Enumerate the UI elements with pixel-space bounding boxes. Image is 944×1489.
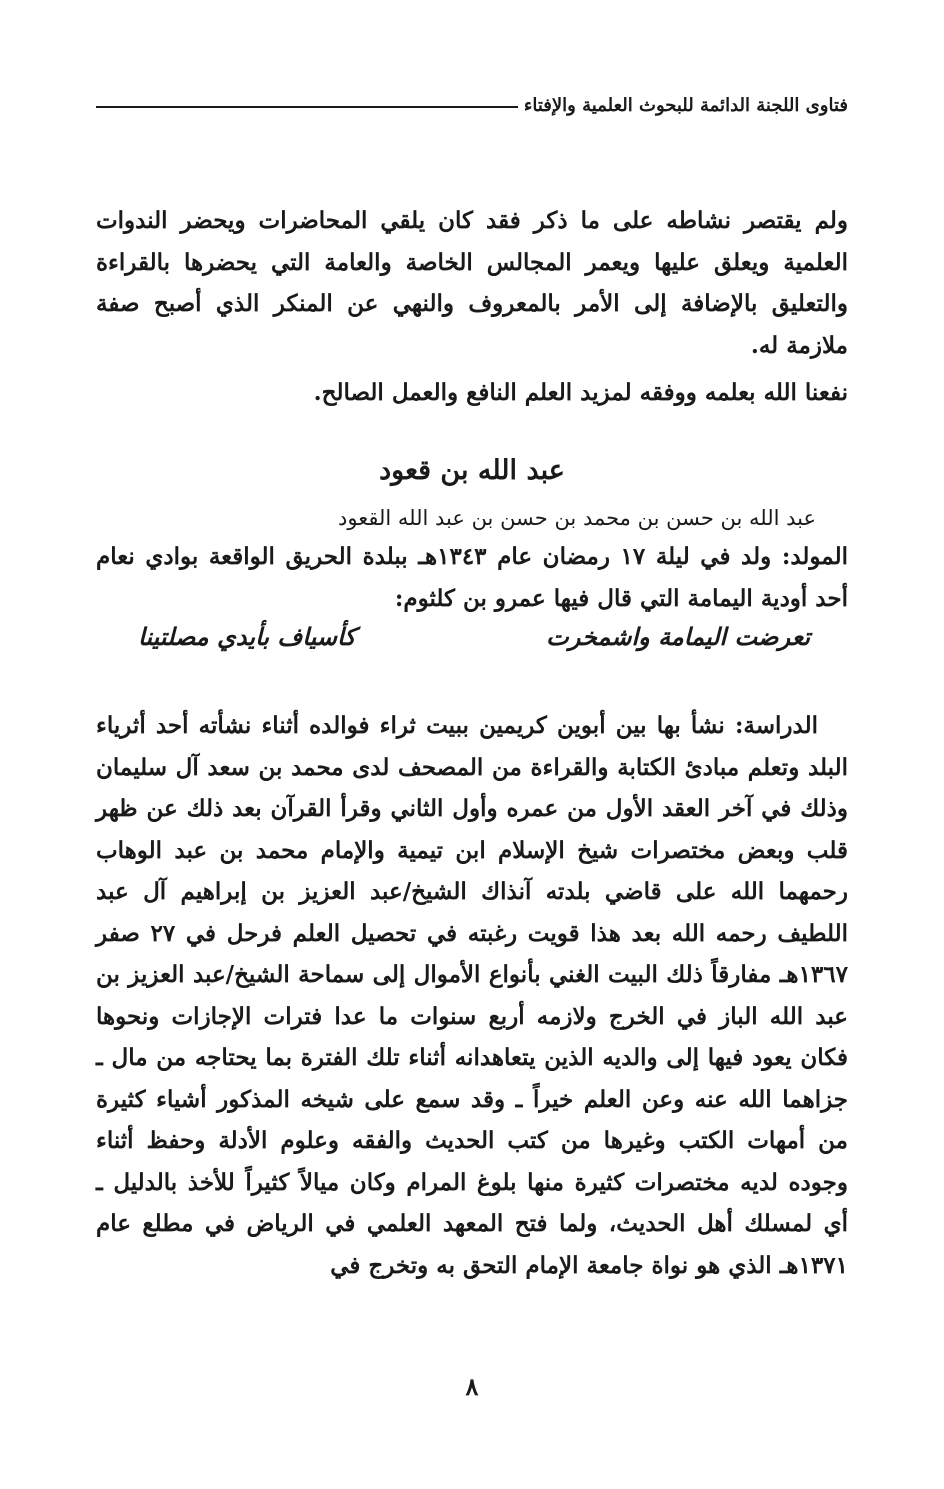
header-rule [96,106,518,108]
paragraph-activity: ولم يقتصر نشاطه على ما ذكر فقد كان يلقي المحاضرات ويحضر الندوات العلمية ويعلق عليها ويعمر المجالس الخاصة والعامة التي يحضرها بالقراءة والتعليق بالإضافة إلى الأمر بالمعروف والنهي عن المنكر الذي أصبح صفة ملازمة له. [96,207,848,359]
header-title: فتاوى اللجنة الدائمة للبحوث العلمية والإفتاء [523,94,848,116]
birth-paragraph [96,536,848,619]
study-paragraph [96,705,848,1286]
study-label: الدراسة: [734,712,818,739]
biography-heading: عبد الله بن قعود [379,455,565,486]
birth-text: ولد في ليلة ١٧ رمضان عام ١٣٤٣هـ ببلدة الحريق الواقعة بوادي نعام أحد أودية اليمامة التي قال فيها عمرو بن كلثوم: [96,543,848,612]
running-header [96,90,848,120]
paragraph-prayer: نفعنا الله بعلمه ووفقه لمزيد العلم النافع والعمل الصالح. [313,379,848,406]
poem-hemistich-second: كأسياف بأيدي مصلتينا [138,622,356,651]
full-name: عبد الله بن حسن بن محمد بن حسن بن عبد الله القعود [338,506,816,530]
page-number: ٨ [465,1372,479,1401]
poem-verse [96,622,848,666]
poem-hemistich-first: تعرضت اليمامة واشمخرت [546,622,810,651]
birth-label: المولد: [781,543,848,570]
study-text: نشأ بها بين أبوين كريمين ببيت ثراء فوالده أثناء نشأته أحد أثرياء البلد وتعلم مبادئ الكتابة والقراءة من المصحف لدى محمد بن سعد آل سليمان وذلك في آخر العقد الأول من عمره وأول الثاني وقرأ القرآن بعد ذلك عن ظهر قلب وبعض مختصرات شيخ الإسلام ابن تيمية والإمام محمد بن عبد الوهاب رحمهما الله على قاضي بلدته آنذاك الشيخ/عبد العزيز بن إبراهيم آل عبد اللطيف رحمه الله بعد هذا قويت رغبته في تحصيل العلم فرحل في ٢٧ صفر ١٣٦٧هـ مفارقاً ذلك البيت الغني بأنواع الأموال إلى سماحة الشيخ/عبد العزيز بن عبد الله الباز في الخرج ولازمه أربع سنوات ما عدا فترات الإجازات ونحوها فكان يعود فيها إلى والديه الذين يتعاهدانه أثناء تلك الفترة بما يحتاجه من مال ـ جزاهما الله عنه وعن العلم خيراً ـ وقد سمع على شيخه المذكور أشياء كثيرة من أمهات الكتب وغيرها من كتب الحديث والفقه وعلوم الأدلة وحفظ أثناء وجوده لديه مختصرات كثيرة منها بلوغ المرام وكان ميالاً كثيراً للأخذ بالدليل ـ أي لمسلك أهل الحديث، ولما فتح المعهد العلمي في الرياض في مطلع عام ١٣٧١هـ الذي هو نواة جامعة الإمام التحق به وتخرج في [96,712,848,1279]
